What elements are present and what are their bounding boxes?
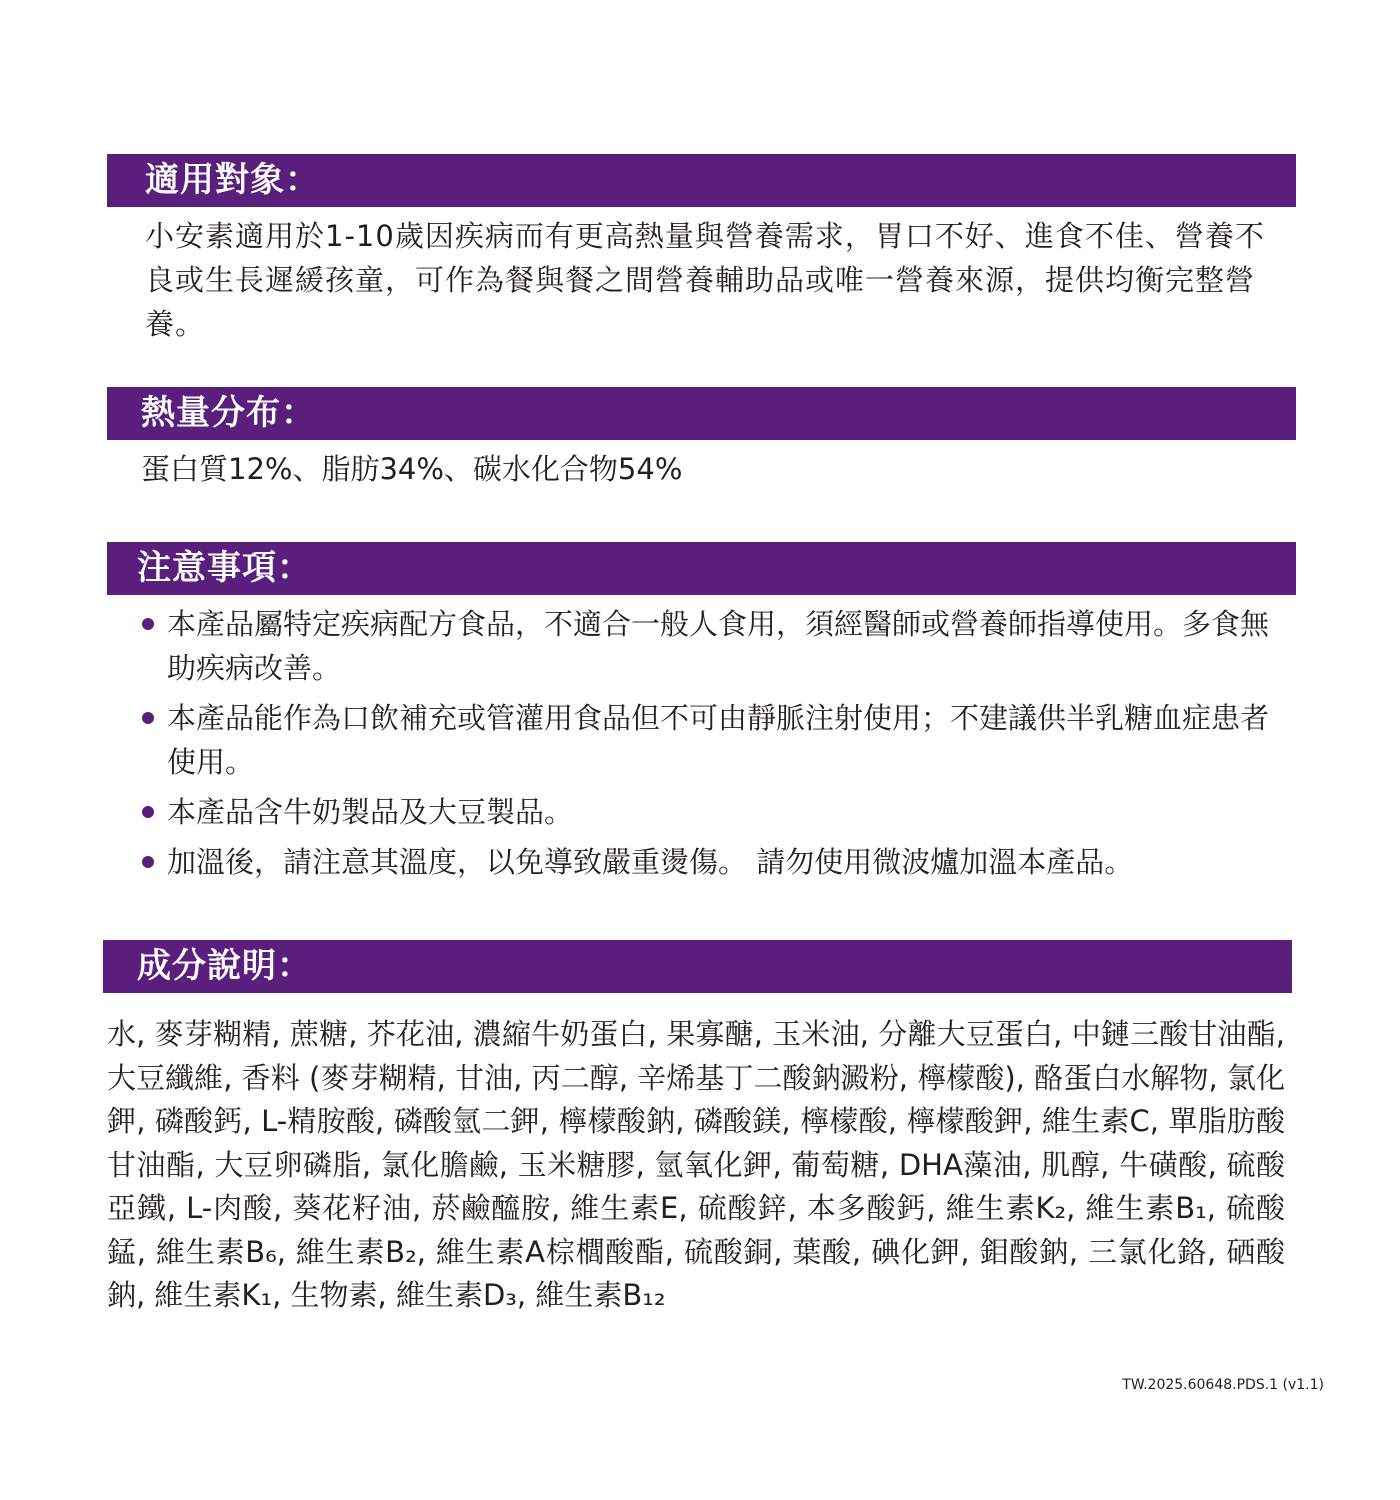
ingredients-text: 水, 麥芽糊精, 蔗糖, 芥花油, 濃縮牛奶蛋白, 果寡醣, 玉米油, 分離大豆蛋白, 中鏈三酸甘油酯, 大豆纖維, 香料 (麥芽糊精, 甘油, 丙二醇, 辛烯基丁二酸鈉澱粉, 檸檬酸), 酪蛋白水解物, 氯化鉀, 磷酸鈣, L-精胺酸, 磷酸氫二鉀, 檸檬酸鈉, 磷酸鎂, 檸檬酸, 檸檬酸鉀, 維生素C, 單脂肪酸甘油酯, 大豆卵磷脂, 氯化膽鹼, 玉米糖膠, 氫氧化鉀, 葡萄糖, DHA藻油, 肌醇, 牛磺酸, 硫酸亞鐵, L-肉酸, 葵花籽油, 菸鹼醯胺, 維生素E, 硫酸鋅, 本多酸鈣, 維生素K₂, 維生素B₁, 硫酸錳, 維生素B₆, 維生素B₂, 維生素A棕櫚酸酯, 硫酸銅, 葉酸, 碘化鉀, 鉬酸鈉, 三氯化鉻, 硒酸鈉, 維生素K₁, 生物素, 維生素D₃, 維生素B₁₂ xyxy=(107,1017,1285,1312)
bullet-dot-icon xyxy=(142,618,154,630)
bullet-dot-icon xyxy=(142,856,154,868)
list-item xyxy=(140,696,1290,784)
section-header-ingredients: 成分說明： xyxy=(103,940,1292,993)
list-item xyxy=(140,602,1290,690)
target-description: 小安素適用於1-10歲因疾病而有更高熱量與營養需求，胃口不好、進食不佳、營養不良或生長遲緩孩童，可作為餐與餐之間營養輔助品或唯一營養來源，提供均衡完整營養。 xyxy=(145,219,1265,341)
note-text: 加溫後，請注意其溫度，以免導致嚴重燙傷。 請勿使用微波爐加溫本產品。 xyxy=(167,845,1134,879)
notes-list xyxy=(140,602,1290,890)
section-header-notes: 注意事項： xyxy=(107,542,1296,595)
calorie-distribution: 蛋白質12%、脂肪34%、碳水化合物54% xyxy=(141,452,683,486)
list-item xyxy=(140,790,1290,834)
section-header-calories: 熱量分布： xyxy=(107,387,1296,440)
list-item xyxy=(140,840,1290,884)
document-code: TW.2025.60648.PDS.1 (v1.1) xyxy=(1122,1377,1324,1393)
note-text: 本產品含牛奶製品及大豆製品。 xyxy=(167,795,574,829)
note-text: 本產品屬特定疾病配方食品，不適合一般人食用，須經醫師或營養師指導使用。多食無助疾病改善。 xyxy=(167,607,1270,685)
bullet-dot-icon xyxy=(142,712,154,724)
note-text: 本產品能作為口飲補充或管灌用食品但不可由靜脈注射使用；不建議供半乳糖血症患者使用。 xyxy=(167,701,1270,779)
bullet-dot-icon xyxy=(142,806,154,818)
section-header-target: 適用對象： xyxy=(107,154,1296,207)
